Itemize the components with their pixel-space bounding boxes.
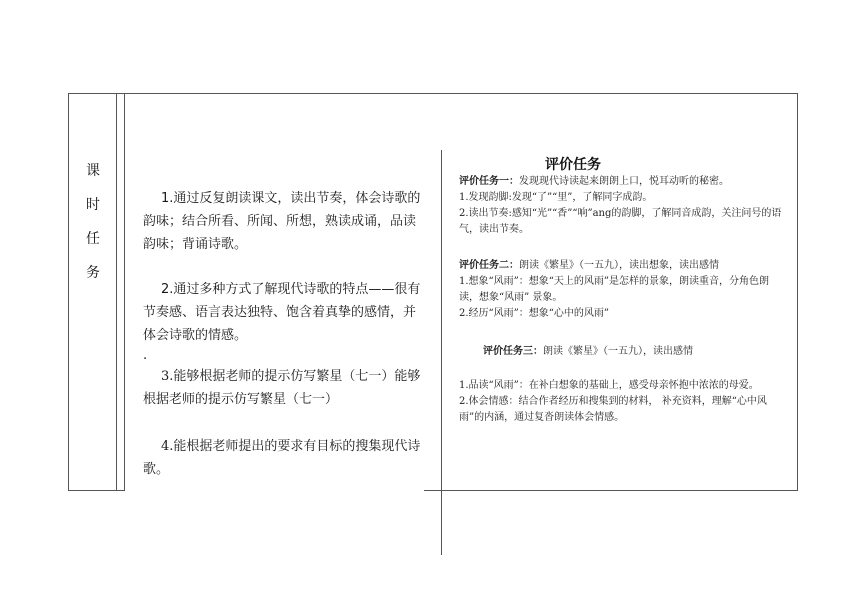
column-divider-1 bbox=[116, 93, 117, 491]
label-char-1: 课 bbox=[86, 163, 100, 179]
task2-item-1: 1.想象“风雨”：想象“天上的风雨”是怎样的景象，朗读重音，分角色朗读，想象“风雨” 景象。 bbox=[459, 276, 769, 303]
task3-text: 朗读《繁星》（一五九），读出感情 bbox=[543, 346, 693, 357]
objective-1: 1.通过反复朗读课文，读出节奏，体会诗歌的韵味；结合所看、所闻、所想，熟读成诵，品读韵味；背诵诗歌。 bbox=[143, 191, 421, 252]
task3-item-1: 1.品读“风雨”：在补白想象的基础上，感受母亲怀抱中浓浓的母爱。 bbox=[459, 380, 759, 391]
task3-heading bbox=[459, 344, 784, 360]
objective-4: 4.能根据老师提出的要求有目标的搜集现代诗歌。 bbox=[143, 439, 421, 477]
label-char-3: 任 bbox=[86, 231, 100, 247]
objective-2: 2.通过多种方式了解现代诗歌的特点——很有节奏感、语言表达独特、饱含着真挚的感情，并体会诗歌的情感。 bbox=[143, 282, 421, 343]
task2-text: 朗读《繁星》（一五九），读出想象，读出感情 bbox=[519, 260, 719, 271]
separator-dot: . bbox=[143, 348, 148, 363]
objective-3: 3.能够根据老师的提示仿写繁星（七一）能够根据老师的提示仿写繁星（七一） bbox=[143, 369, 421, 407]
objectives-column bbox=[143, 187, 421, 481]
task1-item-1: 1.发现韵脚:发现“了”“里”，了解同字成韵。 bbox=[459, 192, 653, 203]
column-divider-3 bbox=[441, 150, 442, 555]
table-right-border bbox=[797, 93, 798, 491]
evaluation-title: 评价任务 bbox=[545, 157, 601, 173]
task1-label: 评价任务一： bbox=[459, 176, 519, 187]
table-top-border bbox=[68, 93, 798, 94]
task3-label: 评价任务三： bbox=[483, 346, 543, 357]
task2-heading bbox=[459, 258, 784, 274]
task1-text: 发现现代诗读起来朗朗上口，悦耳动听的秘密。 bbox=[519, 176, 729, 187]
table-bottom-border-right bbox=[424, 490, 798, 491]
task1-heading bbox=[459, 174, 784, 190]
column-divider-2 bbox=[124, 93, 125, 491]
evaluation-column bbox=[459, 174, 784, 426]
task3-item-2: 2.体会情感：结合作者经历和搜集到的材料， 补充资料，理解“心中风雨”的内涵，通过复沓朗读体会情感。 bbox=[459, 396, 767, 423]
task2-item-2: 2.经历“风雨”：想象“心中的风雨” bbox=[459, 308, 609, 319]
task1-item-2: 2.读出节奏:感知“光”“香”“响”ang的韵脚，了解同音成韵，关注问号的语气，读出节奏。 bbox=[459, 208, 782, 235]
label-char-4: 务 bbox=[86, 265, 100, 281]
label-char-2: 时 bbox=[86, 197, 100, 213]
task2-label: 评价任务二： bbox=[459, 260, 519, 271]
table-left-border bbox=[68, 93, 69, 491]
